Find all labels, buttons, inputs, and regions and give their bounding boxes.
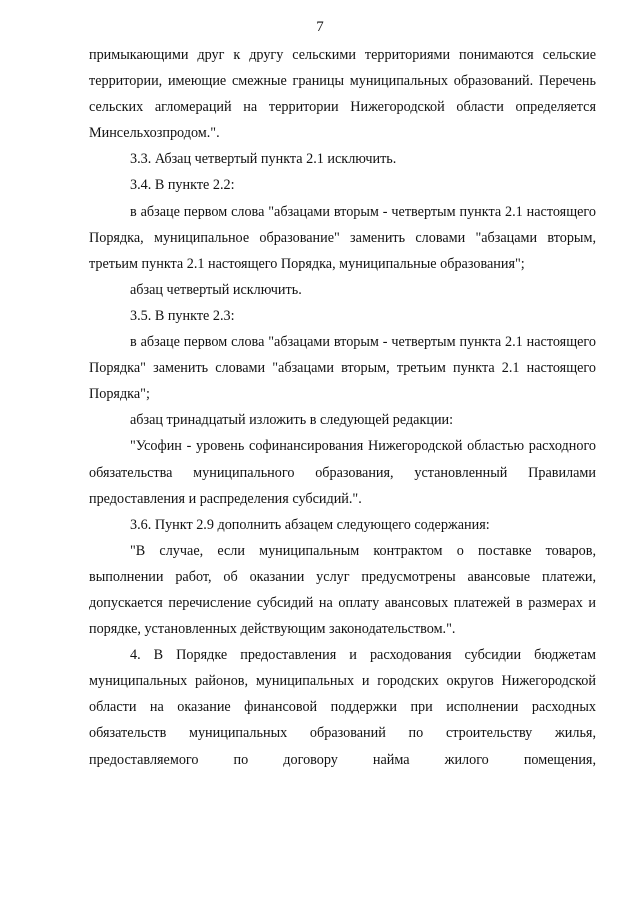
paragraph-3-4-abzac-fourth: абзац четвертый исключить.: [130, 281, 302, 298]
paragraph-3-5-abzac-first: в абзаце первом слова "абзацами вторым - четвертым пункта 2.1 настоящего Порядка" заменить словами "абзацами вторым, третьим пункта 2.1 настоящего Порядка";: [89, 334, 596, 403]
paragraph-3-4-abzac-first: в абзаце первом слова "абзацами вторым - четвертым пункта 2.1 настоящего Порядка, муниципальное образование" заменить словами "абзацами вторым, третьим пункта 2.1 настоящего Порядка, муниципальные образования";: [89, 203, 596, 272]
paragraph-3-5-abzac-thirteenth: абзац тринадцатый изложить в следующей редакции:: [130, 412, 454, 429]
paragraph-item-4: 4. В Порядке предоставления и расходования субсидии бюджетам муниципальных районов, муниципальных и городских округов Нижегородской области на оказание финансовой поддержки при исполнении расходных обязательств муниципальных образований по строительству жилья, предоставляемого по договору найма жилого помещения,: [89, 647, 596, 768]
page-number: 7: [316, 19, 324, 35]
paragraph-advance-payments: "В случае, если муниципальным контрактом о поставке товаров, выполнении работ, об оказании услуг предусмотрены авансовые платежи, допускается перечисление субсидий на оплату авансовых платежей в размерах и порядке, установленных действующим законодательством.".: [89, 542, 596, 638]
document-body: [89, 42, 596, 773]
paragraph-item-3-3: 3.3. Абзац четвертый пункта 2.1 исключить.: [130, 151, 397, 168]
paragraph-item-3-4: 3.4. В пункте 2.2:: [130, 177, 235, 194]
paragraph-usofin-definition: "Усофин - уровень софинансирования Нижегородской областью расходного обязательства муниципального образования, установленный Правилами предоставления и распределения субсидий.".: [89, 438, 596, 507]
paragraph-item-3-6: 3.6. Пункт 2.9 дополнить абзацем следующего содержания:: [130, 516, 490, 533]
paragraph-continuation: примыкающими друг к другу сельскими территориями понимаются сельские территории, имеющие смежные границы муниципальных образований. Перечень сельских агломераций на территории Нижегородской области определяется Минсельхозпродом.".: [89, 47, 596, 142]
paragraph-item-3-5: 3.5. В пункте 2.3:: [130, 307, 235, 324]
